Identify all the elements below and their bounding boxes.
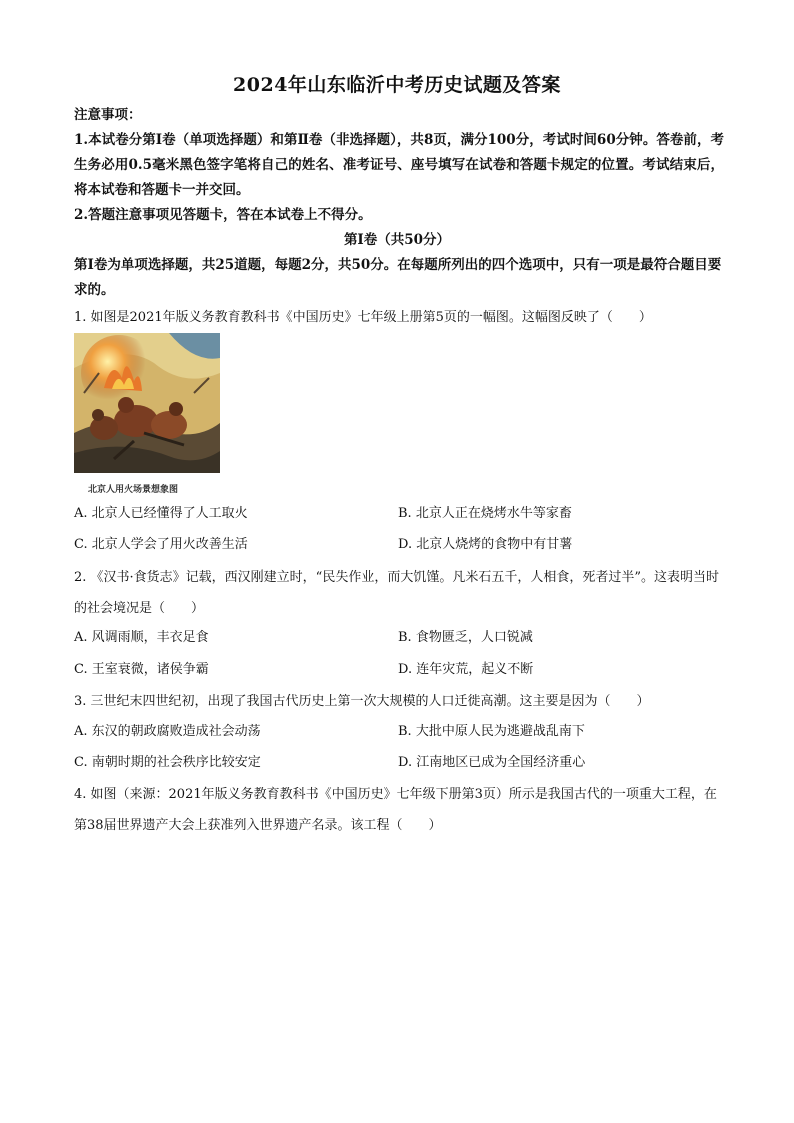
peking-man-fire-illustration <box>74 333 220 473</box>
question-4-stem: 4. 如图（来源：2021年版义务教育教科书《中国历史》七年级下册第3页）所示是我国古代的一项重大工程，在第38届世界遗产大会上获准列入世界遗产名录。该工程（ ） <box>74 787 717 833</box>
figure-caption: 北京人用火场景想象图 <box>88 485 179 495</box>
question-1-option-b[interactable]: B. 北京人正在烧烤水牛等家畜 <box>398 506 572 521</box>
question-3-option-c[interactable]: C. 南朝时期的社会秩序比较安定 <box>74 755 261 770</box>
question-2-option-c[interactable]: C. 王室衰微，诸侯争霸 <box>74 662 209 677</box>
question-1-option-d[interactable]: D. 北京人烧烤的食物中有甘薯 <box>398 537 573 552</box>
question-2-option-a[interactable]: A. 风调雨顺，丰衣足食 <box>74 630 209 645</box>
question-2-stem: 2. 《汉书·食货志》记载，西汉刚建立时，“民失作业，而大饥馑。凡米石五千，人相食，死者过半”。这表明当时的社会境况是（ ） <box>74 570 719 616</box>
question-3-option-b[interactable]: B. 大批中原人民为逃避战乱南下 <box>398 724 585 739</box>
question-1-option-c[interactable]: C. 北京人学会了用火改善生活 <box>74 537 248 552</box>
question-1-stem: 1. 如图是2021年版义务教育教科书《中国历史》七年级上册第5页的一幅图。这幅图反映了（ ） <box>74 310 652 325</box>
page-title: 2024年山东临沂中考历史试题及答案 <box>233 74 561 96</box>
notes-item-1: 1.本试卷分第Ⅰ卷（单项选择题）和第Ⅱ卷（非选择题），共8页，满分100分，考试时间60分钟。答卷前，考生务必用0.5毫米黑色签字笔将自己的姓名、准考证号、座号填写在试卷和答题卡规定的位置。考试结束后，将本试卷和答题卡一并交回。 <box>74 132 724 198</box>
question-2-option-b[interactable]: B. 食物匮乏，人口锐减 <box>398 630 533 645</box>
notes-item-2: 2.答题注意事项见答题卡，答在本试卷上不得分。 <box>74 207 372 223</box>
section-description: 第Ⅰ卷为单项选择题，共25道题，每题2分，共50分。在每题所列出的四个选项中，只有一项是最符合题目要求的。 <box>74 257 722 298</box>
section-title: 第Ⅰ卷（共50分） <box>343 232 451 248</box>
notes-heading: 注意事项： <box>74 107 142 123</box>
question-1-option-a[interactable]: A. 北京人已经懂得了人工取火 <box>74 506 248 521</box>
illustration-drawing <box>74 333 220 473</box>
question-3-stem: 3. 三世纪末四世纪初，出现了我国古代历史上第一次大规模的人口迁徙高潮。这主要是因为（ ） <box>74 694 650 709</box>
question-3-option-a[interactable]: A. 东汉的朝政腐败造成社会动荡 <box>74 724 261 739</box>
question-3-option-d[interactable]: D. 江南地区已成为全国经济重心 <box>398 755 586 770</box>
question-2-option-d[interactable]: D. 连年灾荒，起义不断 <box>398 662 534 677</box>
